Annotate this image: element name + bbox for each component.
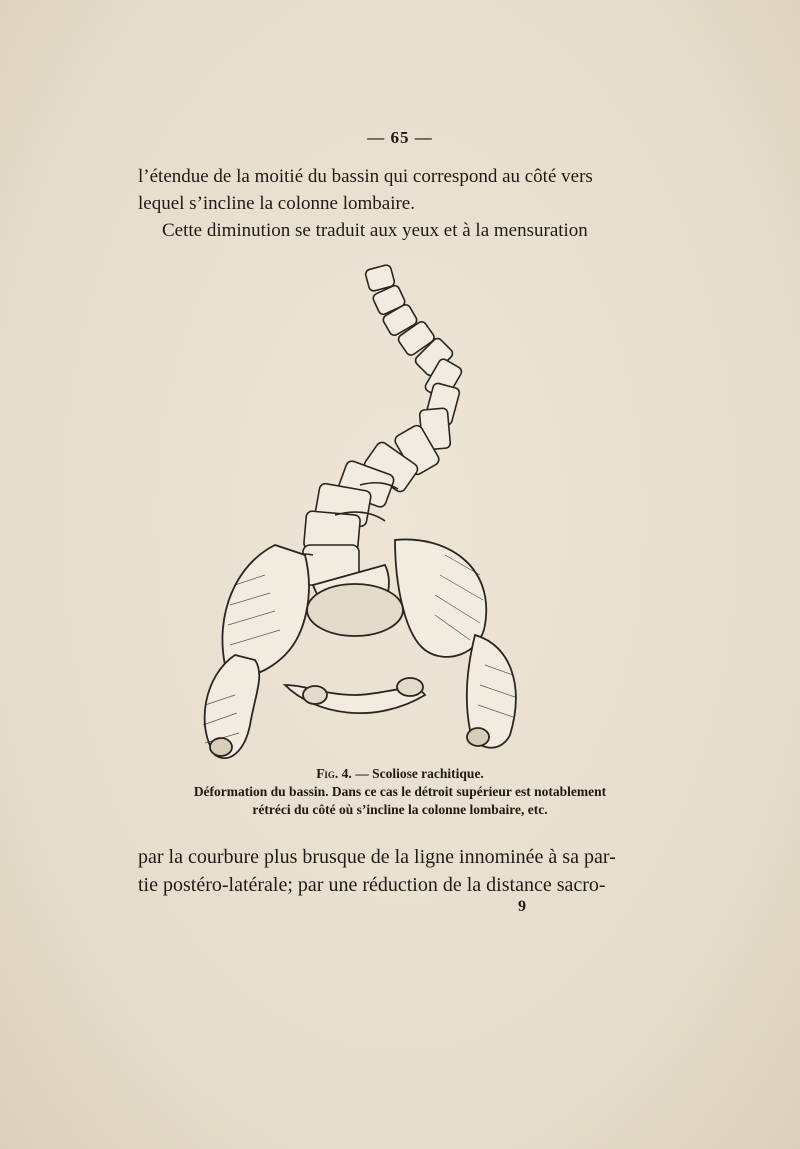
text-line: tie postéro-latérale; par une réduction de la distance sacro- [138, 874, 606, 896]
caption-line: Déformation du bassin. Dans ce cas le détroit supérieur est notablement [193, 784, 607, 799]
page-number: — 65 — [367, 128, 433, 147]
caption-line: rétréci du côté où s’incline la colonne lombaire, etc. [252, 802, 548, 817]
signature-mark: 9 [518, 898, 526, 915]
figure-caption [120, 765, 680, 819]
text-line: l’étendue de la moitié du bassin qui correspond au côté vers [138, 166, 593, 187]
text-line: par la courbure plus brusque de la ligne innominée à sa par- [138, 846, 616, 868]
figure-title [120, 765, 680, 783]
figure-label: Fig. 4. [316, 766, 352, 781]
paragraph-top [138, 163, 593, 244]
scoliosis-pelvis-illustration [195, 255, 535, 765]
text-line: Cette diminution se traduit aux yeux et à la mensuration [162, 220, 588, 241]
text-line: lequel s’incline la colonne lombaire. [138, 193, 415, 214]
paragraph-bottom [138, 843, 616, 899]
figure-title-text: — Scoliose rachitique. [355, 766, 484, 781]
